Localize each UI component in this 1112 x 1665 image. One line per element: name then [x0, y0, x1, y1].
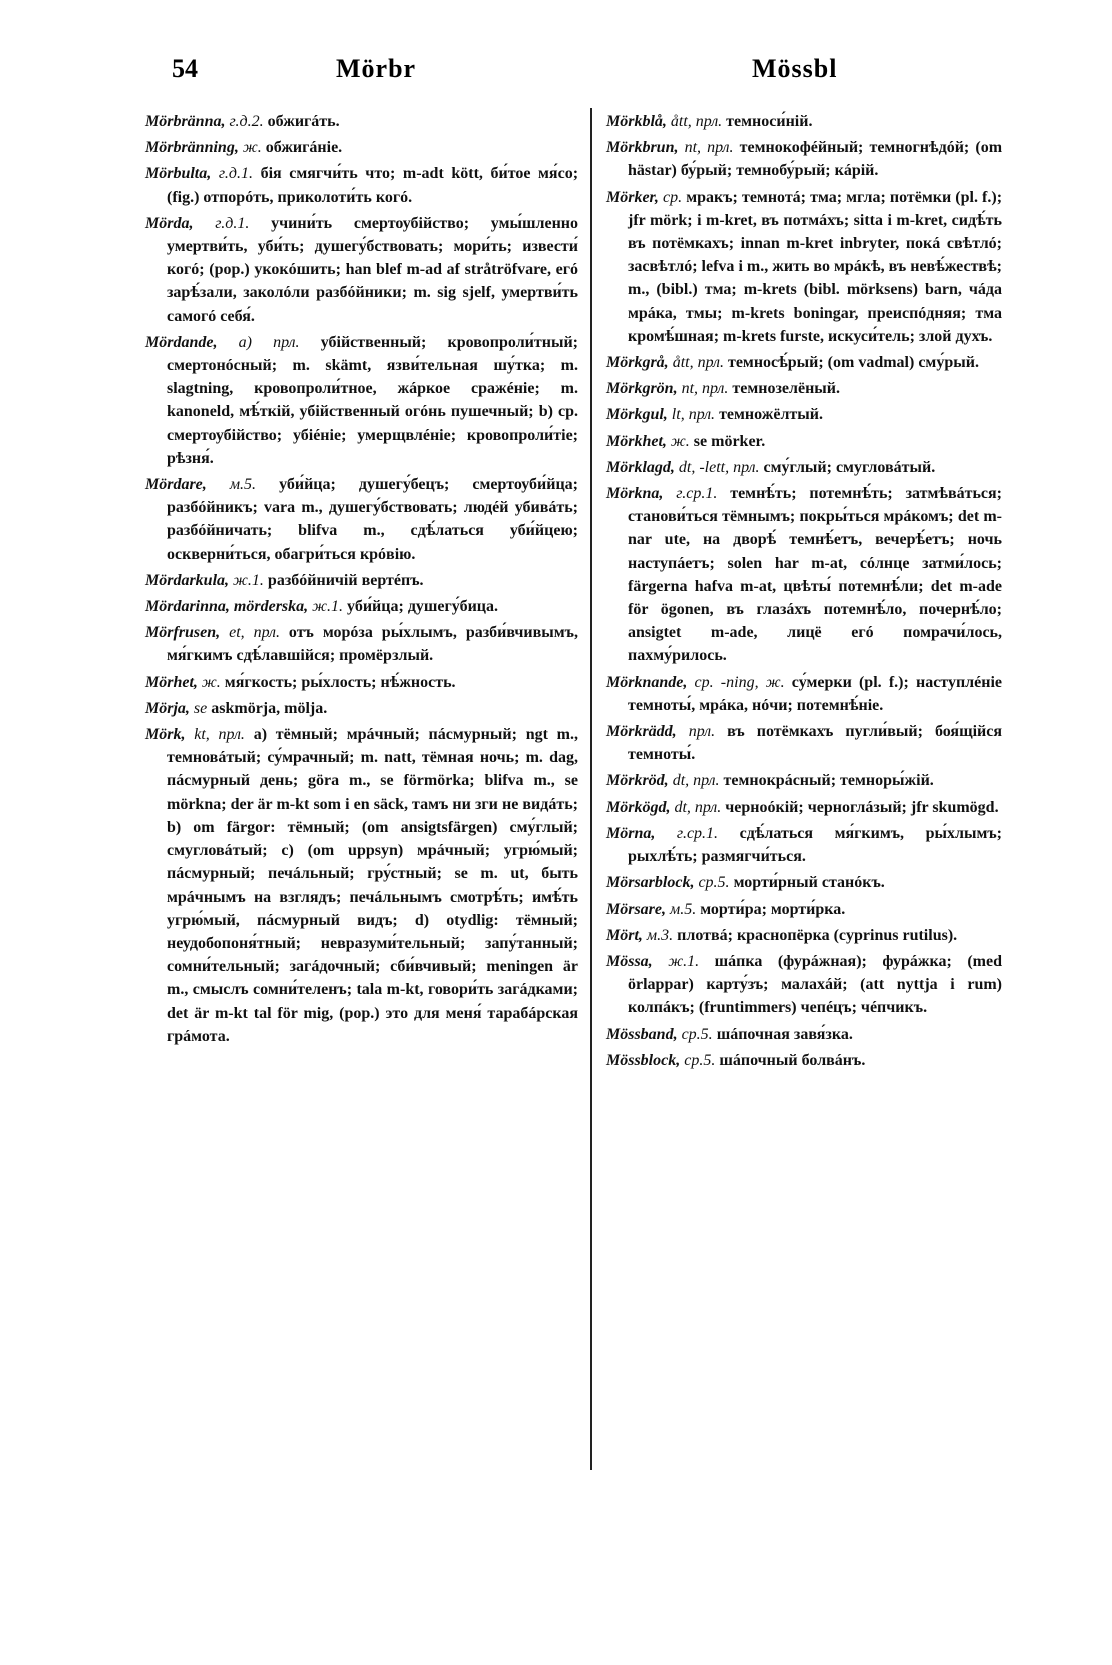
entry-grammar: г.ср.1. — [676, 485, 718, 503]
entry-grammar: ср.5. — [698, 874, 730, 892]
entry-definition: темноси́ній. — [726, 113, 813, 130]
entry-headword: Mörkgrå, — [606, 354, 669, 372]
left-guide-word: Mörbr — [336, 54, 417, 83]
entry-grammar: ж.1. — [312, 598, 344, 616]
dictionary-entry — [145, 671, 578, 694]
entry-headword: Mördande, — [145, 333, 218, 351]
entry-headword: Mörkbrun, — [606, 139, 679, 157]
entry-headword: Mörda, — [145, 214, 194, 232]
entry-grammar: ж. — [242, 139, 262, 157]
entry-grammar: lt, прл. — [671, 406, 716, 424]
entry-grammar: м.5. — [229, 476, 257, 494]
dictionary-entry — [606, 456, 1002, 479]
dictionary-entry — [606, 136, 1002, 182]
dictionary-entry — [606, 110, 1002, 133]
entry-headword: Mössa, — [606, 952, 653, 970]
dictionary-entry — [606, 351, 1002, 374]
dictionary-entry — [145, 212, 578, 328]
entry-grammar: ж.1. — [233, 571, 264, 589]
entry-definition: темнѣ́ть; потемнѣ́ть; затмѣвáться; станови́ться тёмнымъ; покры́ться мрáкомъ; det m-nar ute, на дворѣ́ темнѣ́етъ, вечерѣ́етъ; ночь наступáетъ; solen har m-at, сóлнце затми́лось; färgerna hafva m-at, цвѣты́ потемнѣ́ли; det m-ade för ögonen, въ глазáхъ потемнѣ́ло, почернѣ́ло; ansigtet m-ade, лицё егó помрачи́лось, пахму́рилось. — [628, 485, 1003, 665]
entry-definition: морти́ра; морти́рка. — [700, 900, 846, 918]
entry-definition: сдѣ́латься мя́гкимъ, ры́хлымъ; рыхлѣ́ть; размягчи́ться. — [628, 824, 1003, 866]
entry-definition: отъ морóза ры́хлымъ, разби́вчивымъ, мя́гкимъ сдѣ́лавшійся; промёрзлый. — [167, 624, 578, 665]
entry-headword: Mörkröd, — [606, 772, 669, 790]
entry-definition: se mörker. — [693, 432, 766, 450]
entry-headword: Mörhet, — [145, 673, 198, 691]
entry-definition: въ потёмкахъ пугли́вый; боя́щійся темноты́. — [628, 723, 1003, 764]
entry-headword: Mörker, — [606, 188, 659, 206]
dictionary-entry — [145, 473, 578, 566]
entry-definition: уби́йца; душегу́бица. — [347, 598, 499, 616]
entry-definition: темнозелёный. — [732, 380, 841, 398]
dictionary-entry — [606, 950, 1002, 1020]
entry-headword: Mörk, — [145, 726, 186, 744]
entry-grammar: г.ср.1. — [676, 824, 719, 842]
entry-grammar: dt, прл. — [672, 772, 720, 790]
entry-definition: черноóкій; черноглáзый; jfr skumögd. — [725, 798, 999, 816]
column-divider — [590, 108, 592, 1470]
entry-definition: мя́гкость; ры́хлость; нѣ́жность. — [224, 673, 456, 691]
entry-grammar: ått, прл. — [670, 113, 723, 130]
entry-headword: Mörkögd, — [606, 798, 671, 816]
entry-definition: темнокрáсный; темноры́жій. — [723, 772, 934, 790]
dictionary-entry — [145, 569, 578, 592]
entry-definition: учини́ть смертоубійство; умы́шленно умертви́ть, уби́ть; душегу́бствовать; мори́ть; извести́ когó; (pop.) укокóшить; han blef m-ad af stråtröfvare, егó зарѣ́зали, заколóли разбóйники; m. sig sjelf, умертви́ть самогó себя́. — [167, 214, 578, 325]
entry-grammar: nt, прл. — [681, 380, 729, 398]
entry-headword: Mössband, — [606, 1025, 678, 1043]
entry-grammar: м.5. — [670, 900, 697, 918]
entry-definition: сму́глый; смугловáтый. — [763, 458, 936, 476]
entry-grammar: ср. — [663, 188, 683, 206]
entry-grammar: ått, прл. — [672, 354, 724, 372]
dictionary-entry — [606, 822, 1002, 868]
entry-grammar: г.д.1. — [215, 214, 250, 232]
entry-definition: a) тёмный; мрáчный; пáсмурный; ngt m., темновáтый; су́мрачный; m. natt, тёмная ночь; m. dag, пáсмурный день; göra m., se förmörka; blifva m., se mörkna; der är m-kt som i en säck, тамъ ни зги не видáть; b) om färgor: тёмный; (om ansigtsfärgen) сму́глый; смугловáтый; c) (om uppsyn) мрáчный; угрю́мый; пáсмурный; печáльный; гру́стный; se m. ut, быть мрáчнымъ на взглядъ; печáльнымъ смотрѣ́ть; имѣ́ть угрю́мый, пáсмурный видъ; d) otydlig: тёмный; неудобопоня́тный; невразуми́тельный; запу́танный; сомни́тельный; загáдочный; сби́вчивый; meningen är m., смыслъ сомни́теленъ; tala m-kt, говори́ть загáдками; det är m-kt tal för mig, (pop.) это для меня́ тарабáрская грáмота. — [167, 726, 579, 1045]
entry-headword: Mössblock, — [606, 1051, 681, 1069]
entry-definition: обжигáніе. — [265, 139, 343, 157]
entry-headword: Mörsarblock, — [606, 874, 695, 892]
dictionary-entry — [606, 1049, 1002, 1072]
entry-definition: темносѣ́рый; (om vadmal) сму́рый. — [727, 354, 979, 372]
entry-grammar: м.3. — [646, 926, 674, 944]
entry-headword: Mörkrädd, — [606, 723, 677, 741]
entry-definition: темножёлтый. — [719, 406, 823, 424]
entry-headword: Mörja, — [145, 699, 190, 717]
entry-grammar: a) прл. — [238, 333, 300, 351]
entry-headword: Mörklagd, — [606, 458, 675, 476]
entry-grammar: ж. — [670, 432, 690, 450]
entry-headword: Mörbränning, — [145, 139, 239, 157]
entry-grammar: se — [193, 699, 208, 717]
entry-grammar: ср.5. — [684, 1051, 716, 1069]
dictionary-entry — [145, 621, 578, 667]
entry-grammar: dt, прл. — [674, 798, 722, 816]
entry-grammar: г.д.1. — [218, 165, 253, 183]
dictionary-entry — [606, 430, 1002, 453]
dictionary-entry — [145, 136, 578, 159]
entry-definition: шáпочный болвáнъ. — [719, 1051, 866, 1069]
entry-headword: Mördare, — [145, 476, 207, 494]
entry-grammar: nt, прл. — [684, 139, 734, 157]
entry-headword: Mört, — [606, 926, 643, 944]
dictionary-entry — [606, 482, 1002, 668]
entry-grammar: ж.1. — [668, 952, 700, 970]
page-header — [0, 54, 1112, 94]
right-column — [606, 110, 1002, 1075]
dictionary-entry — [606, 1023, 1002, 1046]
dictionary-entry — [145, 162, 578, 208]
entry-headword: Mörknande, — [606, 673, 688, 691]
dictionary-entry — [145, 110, 578, 133]
entry-headword: Mörsare, — [606, 900, 667, 918]
entry-headword: Mörbränna, — [145, 113, 226, 130]
entry-definition: бія смягчи́ть что; m-adt kött, би́тое мя́со; (fig.) отпорóть, приколоти́ть когó. — [167, 165, 579, 206]
left-column — [145, 110, 578, 1051]
entry-grammar: г.д.2. — [229, 113, 264, 130]
entry-headword: Mörkna, — [606, 485, 664, 503]
right-guide-word: Mössbl — [752, 54, 838, 83]
entry-headword: Mördarkula, — [145, 571, 230, 589]
dictionary-entry — [606, 403, 1002, 426]
entry-definition: askmörja, mölja. — [211, 699, 328, 717]
entry-definition: су́мерки (pl. f.); наступлéніе темноты́, мрáка, нóчи; потемнѣ́ніе. — [628, 673, 1003, 714]
entry-grammar: ж. — [201, 673, 221, 691]
entry-definition: шáпочная завя́зка. — [716, 1025, 853, 1043]
entry-headword: Mördarinna, mörderska, — [145, 598, 309, 616]
entry-definition: морти́рный станóкъ. — [733, 874, 885, 892]
entry-headword: Mörkgul, — [606, 406, 668, 424]
entry-grammar: прл. — [688, 723, 716, 741]
entry-grammar: et, прл. — [229, 624, 280, 642]
entry-definition: мракъ; темнотá; тма; мгла; потёмки (pl. f.); jfr mörk; i m-kret, въ потмáхъ; sitta i m-kret, сидѣ́ть въ потёмкахъ; innan m-kret inbryter, покá свѣтлó; засвѣтлó; lefva i m., жить во мрáкѣ, въ невѣ́жествѣ; m., (bibl.) тма; m-krets (bibl. mörksens) barn, чáда мрáка, тмы; m-krets boningar, преиспóдняя; тма кромѣ́шная; m-krets furste, искуси́тель; злой духъ. — [628, 188, 1003, 345]
dictionary-entry — [606, 796, 1002, 819]
entry-headword: Mörkgrön, — [606, 380, 678, 398]
entry-definition: плотвá; краснопёрка (cyprinus rutilus). — [677, 926, 958, 944]
dictionary-entry — [145, 697, 578, 720]
dictionary-entry — [145, 331, 578, 470]
dictionary-entry — [606, 924, 1002, 947]
entry-grammar: dt, -lett, прл. — [678, 458, 760, 476]
entry-headword: Mörkhet, — [606, 432, 667, 450]
entry-headword: Mörkblå, — [606, 113, 667, 130]
entry-definition: шáпка (фурáжная); фурáжка; (med örlappar) карту́зъ; малахáй; (att nyttja i rum) колпáкъ; (fruntimmers) чепéцъ; чéпчикъ. — [628, 952, 1003, 1017]
dictionary-entry — [606, 720, 1002, 766]
dictionary-entry — [606, 377, 1002, 400]
dictionary-entry — [606, 871, 1002, 894]
dictionary-entry — [606, 898, 1002, 921]
entry-grammar: ср. -ning, ж. — [694, 673, 785, 691]
entry-headword: Mörfrusen, — [145, 624, 221, 642]
entry-grammar: ср.5. — [681, 1025, 713, 1043]
entry-definition: обжигáть. — [267, 113, 340, 130]
page-number: 54 — [172, 54, 198, 83]
dictionary-entry — [145, 723, 578, 1048]
dictionary-entry — [606, 186, 1002, 348]
entry-definition: уби́йца; душегу́бецъ; смертоуби́йца; разбóйникъ; vara m., душегу́бствовать; людéй убивáть; разбóйничать; blifva m., сдѣ́латься уби́йцею; оскверни́ться, обагри́ться крóвію. — [167, 476, 579, 563]
entry-grammar: kt, прл. — [194, 726, 245, 744]
dictionary-entry — [606, 769, 1002, 792]
entry-definition: темнокофéйный; темногнѣдóй; (om hästar) бу́рый; темнобу́рый; кáрій. — [628, 139, 1003, 180]
dictionary-entry — [145, 595, 578, 618]
entry-definition: убійственный; кровопроли́тный; смертонóсный; m. skämt, язви́тельная шу́тка; m. slagtning, кровопроли́тное, жáркое сражéніе; m. kanoneld, мѣ́ткій, убійственный огóнь пушечный; b) ср. смертоубійство; убіéніе; умерщвлéніе; кровопроли́тіе; рѣзня́. — [167, 333, 579, 467]
dictionary-entry — [606, 671, 1002, 717]
entry-definition: разбóйничій вертéпъ. — [267, 571, 424, 589]
entry-headword: Mörna, — [606, 824, 656, 842]
entry-headword: Mörbulta, — [145, 165, 212, 183]
